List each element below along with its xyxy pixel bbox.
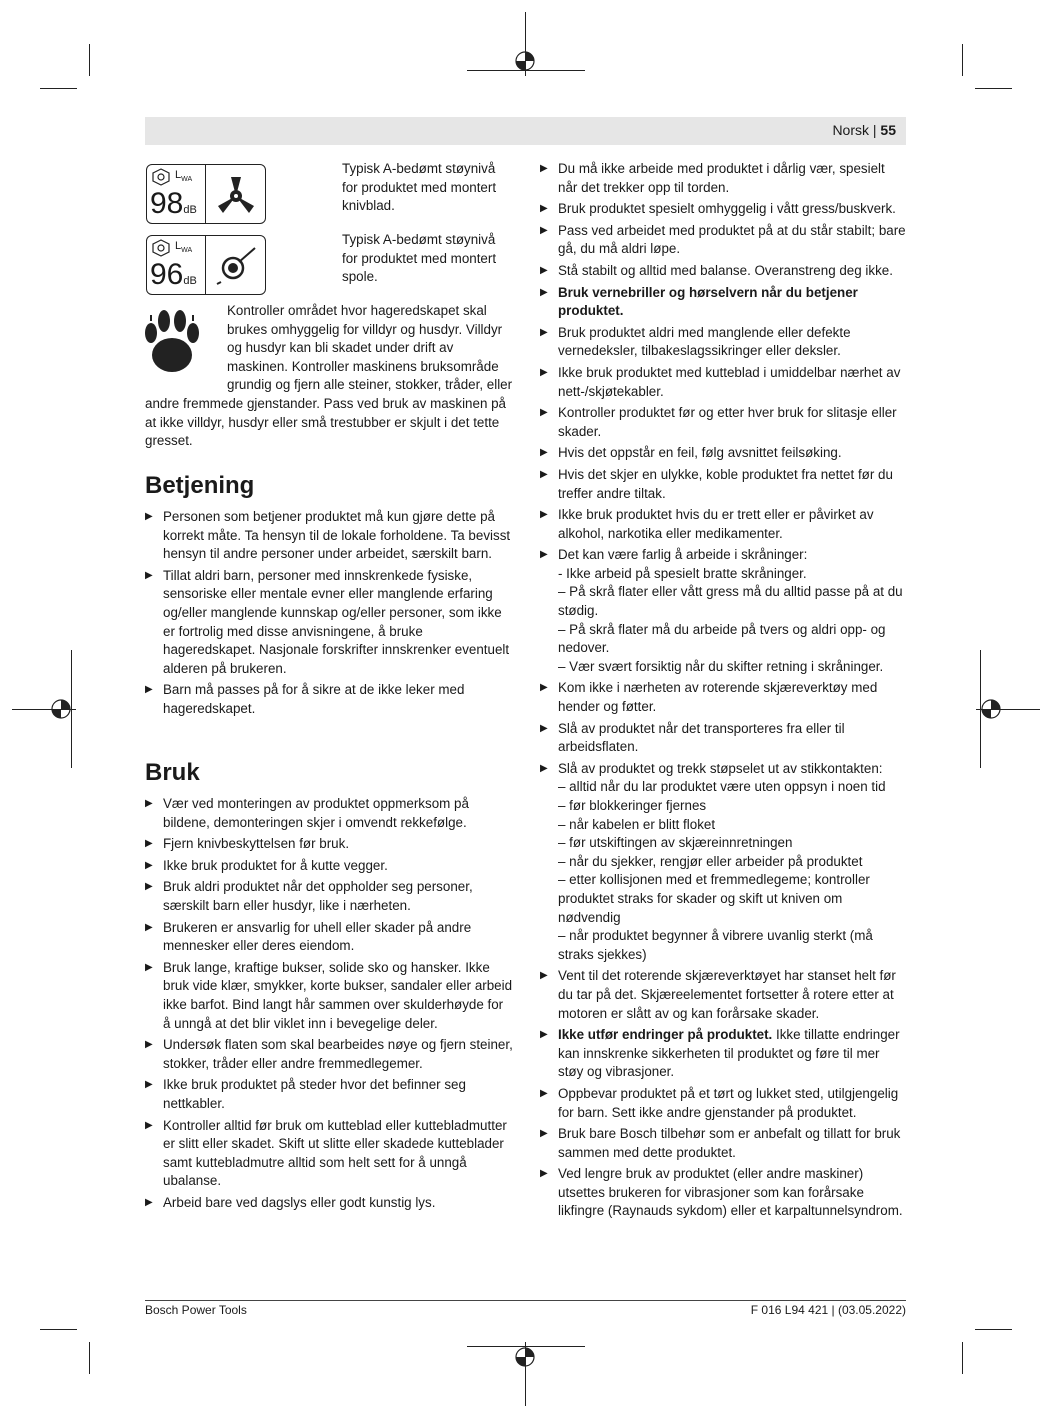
list-item: ▶ Ikke bruk produktet for å kutte vegger.: [145, 857, 513, 876]
registration-mark-icon: [50, 698, 72, 720]
footer-right: F 016 L94 421 | (03.05.2022): [750, 1303, 906, 1317]
list-item: ▶ Bruk bare Bosch tilbehør som er anbefalt og tillatt for bruk sammen med dette produktet.: [540, 1125, 906, 1162]
betjening-list: [145, 508, 513, 722]
noise-value: 98: [150, 187, 184, 220]
registration-mark-icon: [514, 50, 536, 72]
list-item: ▶ Vær ved monteringen av produktet oppmerksom på bildene, demonteringen skjer i omvendt rekkefølge.: [145, 795, 513, 832]
noise-unit: dB: [183, 275, 197, 287]
list-item: ▶ Stå stabilt og alltid med balanse. Overanstreng deg ikke.: [540, 262, 906, 281]
list-item: ▶ Ikke bruk produktet med kutteblad i umiddelbar nærhet av nett-/skjøtekabler.: [540, 364, 906, 401]
crop-mark: [40, 1329, 77, 1330]
list-item: ▶ Tillat aldri barn, personer med innskrenkede fysiske, sensoriske eller mentale evner eller manglende erfaring og/eller manglende kunnskap og/eller personer, som ikke er fortrolig med disse anvisningene, å bruke hageredskapet. Nasjonale forskrifter innskrenker eventuelt alderen på brukeren.: [145, 567, 513, 679]
sound-level-icon: [151, 239, 171, 257]
crop-mark: [975, 88, 1012, 89]
noise-label-96: [146, 235, 266, 295]
header-language: Norsk: [832, 122, 869, 138]
list-item: ▶ Kontroller alltid før bruk om kutteblad eller kuttebladmutter er slitt eller skadet. Skift ut slitte eller skadede kutteblader samt kuttebladmutre alltid som helt sett for å unngå ubalanse.: [145, 1117, 513, 1191]
registration-mark-icon: [514, 1346, 536, 1368]
list-item: ▶ Slå av produktet når det transporteres fra eller til arbeidsflaten.: [540, 720, 906, 757]
list-item: ▶ Bruk aldri produktet når det oppholder seg personer, særskilt barn eller husdyr, like i nærheten.: [145, 878, 513, 915]
list-item: ▶ Slå av produktet og trekk støpselet ut av stikkontakten: – alltid når du lar produktet være uten oppsyn i noen tid – før blokkeringer fjernes – når kabelen er blitt floket – før utskiftingen av skjæreinnretningen – når du sjekker, rengjør eller arbeider på produktet – etter kollisjonen med et fremmedlegeme; kontroller produktet straks for skader og skift ut kniven om nødvendig – når produktet begynner å vibrere uvanlig sterkt (må straks sjekkes): [540, 760, 906, 965]
section-title-bruk: Bruk: [145, 759, 200, 786]
crop-mark: [89, 1342, 90, 1374]
crop-mark: [975, 1329, 1012, 1330]
noise-caption-96: Typisk A-bedømt støynivå for produktet med montert spole.: [342, 232, 497, 285]
list-item: ▶ Det kan være farlig å arbeide i skråninger: - Ikke arbeid på spesielt bratte skråninger. – På skrå flater eller vått gress må du alltid passe på at du stødig. – På skrå flater må du arbeide på tvers og aldri opp- og nedover. – Vær svært forsiktig når du skifter retning i skråninger.: [540, 546, 906, 676]
crop-mark: [962, 44, 963, 76]
sound-level-icon: [151, 168, 171, 186]
noise-value: 96: [150, 258, 184, 291]
list-item: ▶ Bruk lange, kraftige bukser, solide sko og hansker. Ikke bruk vide klær, smykker, korte bukser, sandaler eller arbeid ikke barfot. Bind langt hår sammen over skulderhøyde for å unngå at det blir viklet inn i bevegelige deler.: [145, 959, 513, 1033]
noise-unit: dB: [183, 204, 197, 216]
page-header: Norsk | 55: [145, 117, 906, 145]
list-item: ▶ Hvis det oppstår en feil, følg avsnittet feilsøking.: [540, 444, 906, 463]
section-title-betjening: Betjening: [145, 472, 255, 499]
animal-warning-text: Kontroller området hvor hageredskapet skal brukes omhyggelig for villdyr og husdyr. Villdyr og husdyr kan bli skadet under drift av maskinen. Kontroller maskinens bruksområde grundig og fjern alle steiner, stokker, tråder, eller andre fremmede gjenstander. Pass ved bruk av maskinen på at ikke villdyr, husdyr eller små trestubber er skjult i det tette gresset.: [145, 303, 513, 449]
list-item: ▶ Du må ikke arbeide med produktet i dårlig vær, spesielt når det trekker opp til torden.: [540, 160, 906, 197]
list-item: ▶ Ikke utfør endringer på produktet. Ikke tillatte endringer kan innskrenke sikkerheten til produktet og føre til mer støy og vibrasjoner.: [540, 1026, 906, 1082]
lwa-label: $L_{WA}$: [175, 169, 193, 184]
list-item: ▶ Brukeren er ansvarlig for uhell eller skader på andre mennesker eller deres eiendom.: [145, 919, 513, 956]
page-number: 55: [880, 122, 896, 138]
list-item: ▶ Personen som betjener produktet må kun gjøre dette på korrekt måte. Ta hensyn til de lokale forholdene. Ta bevisst hensyn til andre personer under arbeidet, særskilt barn.: [145, 508, 513, 564]
list-item: ▶ Vent til det roterende skjæreverktøyet har stanset helt før du tar på det. Skjæreelementet fortsetter å rotere etter at motoren er slått av og kan forårsake skader.: [540, 967, 906, 1023]
list-item: ▶ Barn må passes på for å sikre at de ikke leker med hageredskapet.: [145, 681, 513, 718]
list-item: ▶ Oppbevar produktet på et tørt og lukket sted, utilgjengelig for barn. Sett ikke andre gjenstander på produktet.: [540, 1085, 906, 1122]
list-item: ▶ Ved lengre bruk av produktet (eller andre maskiner) utsettes brukeren for vibrasjoner som kan forårsake likfingre (Raynauds sykdom) eller et karpaltunnelsyndrom.: [540, 1165, 906, 1221]
list-item: ▶ Arbeid bare ved dagslys eller godt kunstig lys.: [145, 1194, 513, 1213]
list-item: ▶ Undersøk flaten som skal bearbeides nøye og fjern steiner, stokker, tråder eller andre fremmedlegemer.: [145, 1036, 513, 1073]
lwa-label: $L_{WA}$: [175, 240, 193, 255]
list-item: ▶ Hvis det skjer en ulykke, koble produktet fra nettet før du treffer andre tiltak.: [540, 466, 906, 503]
list-item: ▶ Pass ved arbeidet med produktet på at du står stabilt; bare gå, du må aldri løpe.: [540, 222, 906, 259]
crop-mark: [962, 1342, 963, 1374]
list-item: ▶ Bruk vernebriller og hørselvern når du betjener produktet.: [540, 284, 906, 321]
registration-mark-icon: [980, 698, 1002, 720]
list-item: ▶ Fjern knivbeskyttelsen før bruk.: [145, 835, 513, 854]
spool-icon: [213, 244, 259, 286]
bruk-list: [145, 795, 513, 1215]
crop-mark: [89, 44, 90, 76]
footer-left: Bosch Power Tools: [145, 1303, 247, 1317]
noise-caption-98: Typisk A-bedømt støynivå for produktet med montert knivblad.: [342, 161, 497, 214]
right-safety-list: [540, 160, 906, 1224]
list-item: ▶ Kontroller produktet før og etter hver bruk for slitasje eller skader.: [540, 404, 906, 441]
noise-label-98: [146, 164, 266, 224]
list-item: ▶ Ikke bruk produktet hvis du er trett eller er påvirket av alkohol, narkotika eller medikamenter.: [540, 506, 906, 543]
list-item: ▶ Kom ikke i nærheten av roterende skjæreverktøy med hender og føtter.: [540, 679, 906, 716]
footer-divider: [145, 1300, 906, 1301]
list-item: ▶ Ikke bruk produktet på steder hvor det befinner seg nettkabler.: [145, 1076, 513, 1113]
list-item: ▶ Bruk produktet aldri med manglende eller defekte vernedeksler, tilbakeslagssikringer eller deksler.: [540, 324, 906, 361]
crop-mark: [40, 88, 77, 89]
blade-icon: [213, 173, 259, 215]
list-item: ▶ Bruk produktet spesielt omhyggelig i vått gress/buskverk.: [540, 200, 906, 219]
